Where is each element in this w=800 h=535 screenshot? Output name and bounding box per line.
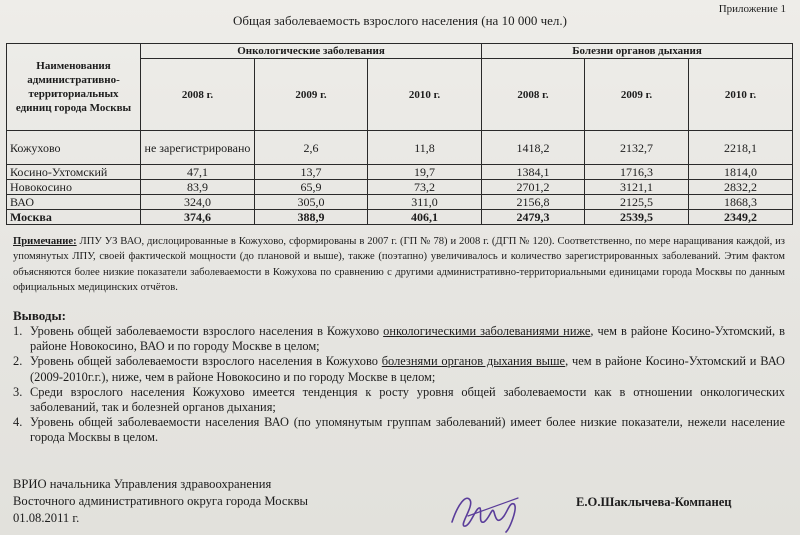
row-name: Косино-Ухтомский <box>7 165 141 180</box>
list-item <box>13 385 785 415</box>
header-year: 2008 г. <box>482 59 585 131</box>
header-oncology: Онкологические заболевания <box>141 44 482 59</box>
cell-value: 2539,5 <box>585 210 689 225</box>
header-respiratory: Болезни органов дыхания <box>482 44 793 59</box>
item-emphasis: онкологическими заболеваниями ниже <box>383 324 591 338</box>
cell-value: 374,6 <box>141 210 255 225</box>
cell-value: 324,0 <box>141 195 255 210</box>
cell-value: 2156,8 <box>482 195 585 210</box>
signer-organization: Восточного административного округа города Москвы <box>13 494 308 508</box>
cell-value: 2218,1 <box>689 131 793 165</box>
item-number: 3. <box>13 384 23 399</box>
cell-value: 1814,0 <box>689 165 793 180</box>
morbidity-table <box>6 43 793 225</box>
cell-value: 2832,2 <box>689 180 793 195</box>
list-item <box>13 354 785 384</box>
table-row <box>7 195 793 210</box>
item-emphasis: болезнями органов дыхания выше <box>381 354 566 369</box>
cell-value: 13,7 <box>255 165 368 180</box>
header-year: 2008 г. <box>141 59 255 131</box>
item-text: Уровень общей заболеваемости взрослого населения в Кожухово <box>30 324 384 338</box>
table-row <box>7 180 793 195</box>
cell-value: не зарегистрировано <box>141 131 255 165</box>
document-date: 01.08.2011 г. <box>13 511 80 525</box>
cell-value: 83,9 <box>141 180 255 195</box>
item-text: Среди взрослого населения Кожухово имеется тенденция к росту уровня общей заболеваемости как в отношении онкологических заболеваний, так и болезней органов дыхания; <box>30 384 785 415</box>
row-name: Кожухово <box>7 131 141 165</box>
signer-position: ВРИО начальника Управления здравоохранения <box>13 477 272 491</box>
item-text: Уровень общей заболеваемости взрослого населения в Кожухово <box>30 354 382 369</box>
header-year: 2009 г. <box>255 59 368 131</box>
cell-value: 1384,1 <box>482 165 585 180</box>
list-item <box>13 324 785 354</box>
item-number: 2. <box>13 354 23 369</box>
conclusions-list <box>13 324 785 446</box>
cell-value: 19,7 <box>368 165 482 180</box>
item-number: 1. <box>13 324 23 338</box>
item-text: , чем в районе Косино-Ухтомский и ВАО (2009-2010г.г.), ниже, чем в районе Новокосино и по городу Москве в целом; <box>30 354 786 384</box>
row-name: Москва <box>7 210 141 225</box>
cell-value: 2479,3 <box>482 210 585 225</box>
header-year: 2010 г. <box>689 59 793 131</box>
table-note <box>13 234 785 296</box>
table-row <box>7 210 793 225</box>
document-title: Общая заболеваемость взрослого населения (на 10 000 чел.) <box>233 13 567 28</box>
cell-value: 73,2 <box>368 180 482 195</box>
table-row <box>7 131 793 165</box>
cell-value: 47,1 <box>141 165 255 180</box>
cell-value: 1716,3 <box>585 165 689 180</box>
cell-value: 305,0 <box>255 195 368 210</box>
item-text: , чем в районе Косино-Ухтомский, в районе Новокосино, ВАО и по городу Москве в целом; <box>30 324 786 354</box>
conclusions-title: Выводы: <box>13 308 66 323</box>
cell-value: 1418,2 <box>482 131 585 165</box>
cell-value: 2132,7 <box>585 131 689 165</box>
cell-value: 1868,3 <box>689 195 793 210</box>
cell-value: 2701,2 <box>482 180 585 195</box>
cell-value: 2349,2 <box>689 210 793 225</box>
cell-value: 11,8 <box>368 131 482 165</box>
note-label: Примечание: <box>13 236 77 247</box>
cell-value: 2125,5 <box>585 195 689 210</box>
note-text: ЛПУ УЗ ВАО, дислоцированные в Кожухово, сформированы в 2007 г. (ГП № 78) и 2008 г. (ДГП № 120). Соответственно, по мере наращивания каждой, из упомянутых ЛПУ, своей фактической мощности (до плановой и выше), также (поэтапно) увеличивалось и количество зарегистрированных заболеваний. Этим фактом объясняются более низкие показатели заболеваемости в Кожухова по сравнению с другими административно-территориальными единицами города Москвы по данным официальных медицинских отчётов. <box>13 236 785 294</box>
handwritten-signature <box>448 488 528 534</box>
cell-value: 3121,1 <box>585 180 689 195</box>
cell-value: 388,9 <box>255 210 368 225</box>
cell-value: 65,9 <box>255 180 368 195</box>
signer-block <box>13 476 308 527</box>
appendix-label: Приложение 1 <box>718 3 786 15</box>
cell-value: 2,6 <box>255 131 368 165</box>
list-item <box>13 415 785 445</box>
header-year: 2010 г. <box>368 59 482 131</box>
row-name: Новокосино <box>7 180 141 195</box>
cell-value: 406,1 <box>368 210 482 225</box>
item-number: 4. <box>13 415 23 430</box>
row-name: ВАО <box>7 195 141 210</box>
signer-name: Е.О.Шаклычева-Компанец <box>576 495 732 509</box>
table-row <box>7 165 793 180</box>
cell-value: 311,0 <box>368 195 482 210</box>
header-territory: Наименования административно-территориальных единиц города Москвы <box>7 44 141 131</box>
header-year: 2009 г. <box>585 59 689 131</box>
item-text: Уровень общей заболеваемости населения ВАО (по упомянутым группам заболеваний) имеет более низкие показатели, нежели население города Москвы в целом. <box>30 415 785 445</box>
